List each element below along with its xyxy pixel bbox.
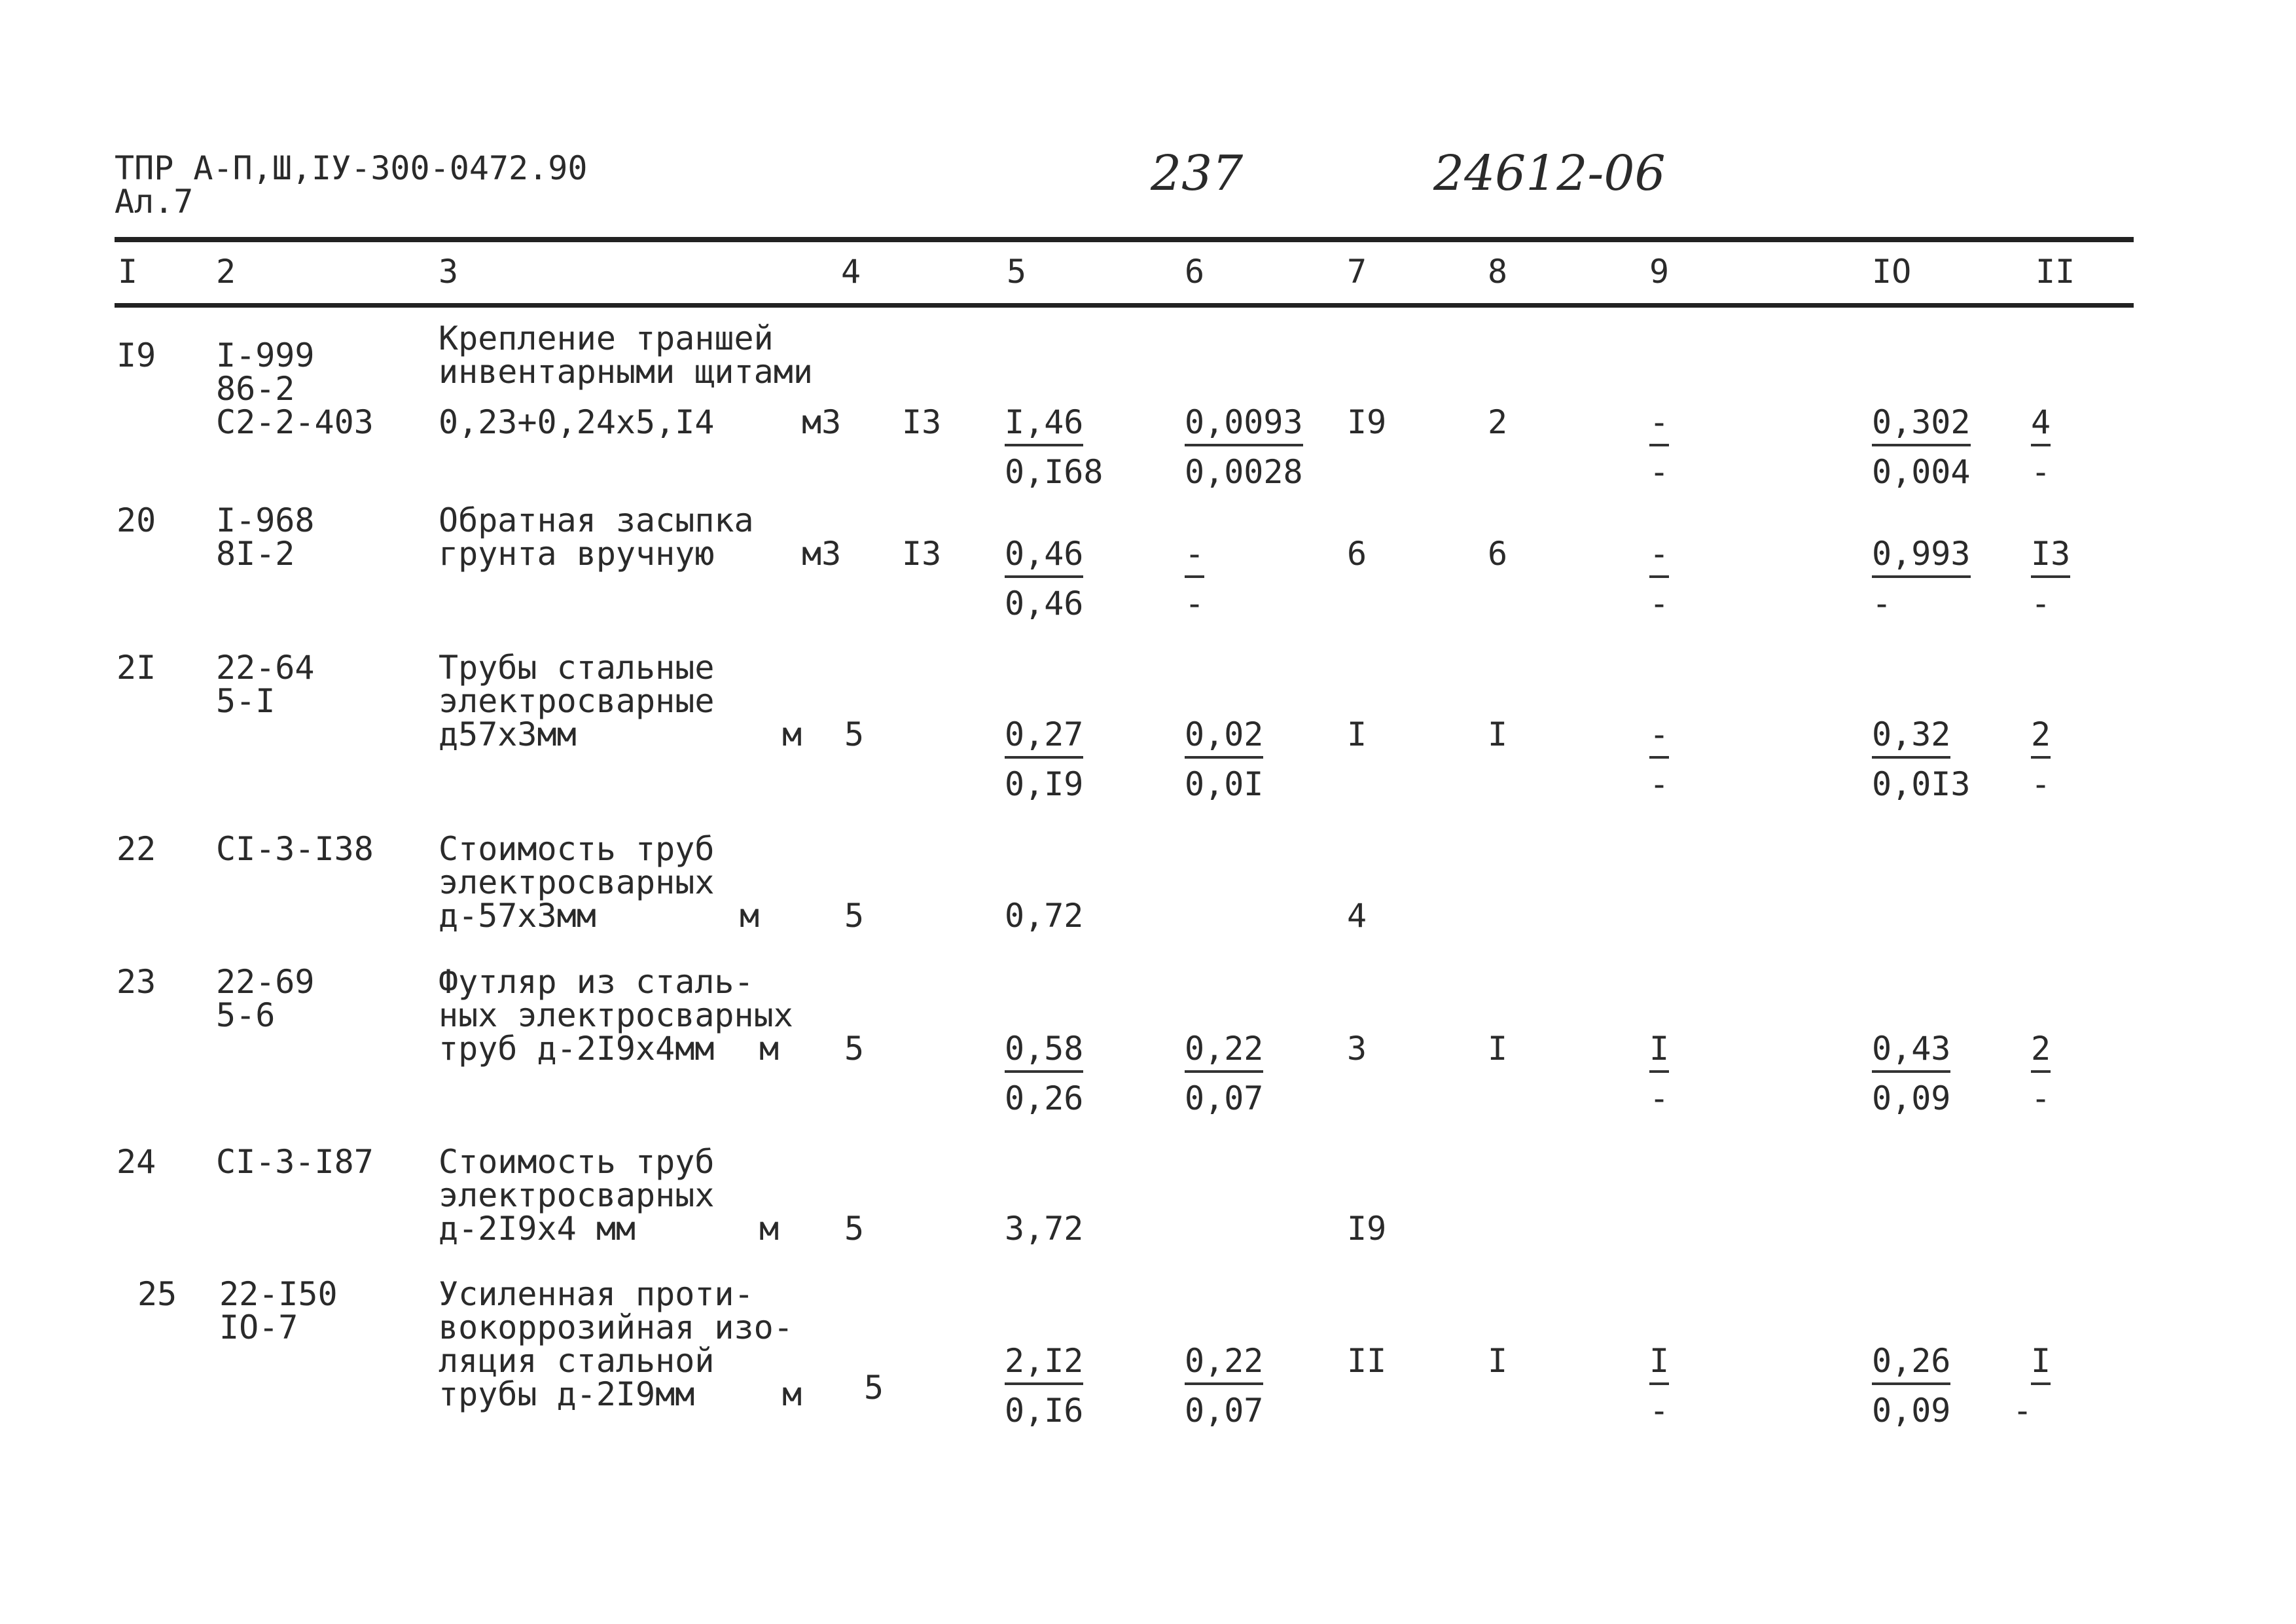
col6-top: 0,0093 xyxy=(1185,406,1303,446)
col9-top: I xyxy=(1649,1032,1669,1073)
col6-bottom: 0,0I xyxy=(1185,765,1264,803)
col11-top: 2 xyxy=(2031,718,2051,759)
col6-bottom: 0,0028 xyxy=(1185,453,1303,491)
document-code-line1: ТПР А-П,Ш,IУ-300-0472.90 xyxy=(115,149,588,187)
col9-bottom: - xyxy=(1649,1079,1670,1117)
col7: I9 xyxy=(1347,1210,1387,1248)
col6-bottom: 0,07 xyxy=(1185,1079,1264,1117)
col11-bottom: - xyxy=(2031,1079,2051,1117)
column-header-4: 4 xyxy=(841,253,861,291)
col9-bottom: - xyxy=(1649,1392,1670,1430)
col5-top: 0,46 xyxy=(1005,537,1083,578)
col8: 6 xyxy=(1488,535,1508,573)
col7: 4 xyxy=(1347,897,1367,935)
col9-top: - xyxy=(1649,406,1669,446)
col10-top: 0,26 xyxy=(1872,1344,1950,1385)
work-description: Футляр из сталь- ных электросварных труб д-2I9х4мм xyxy=(439,963,793,1068)
work-description: Стоимость труб электросварных д-2I9х4 мм xyxy=(439,1143,715,1248)
col11-bottom: - xyxy=(2031,453,2051,491)
unit: м xyxy=(782,1375,802,1413)
header-top-rule xyxy=(115,237,2134,242)
col9-top: - xyxy=(1649,718,1669,759)
col5-bottom: 0,46 xyxy=(1005,585,1084,623)
col5-top: 0,27 xyxy=(1005,718,1083,759)
col7: 6 xyxy=(1347,535,1367,573)
quantity: 5 xyxy=(844,897,865,935)
row-number: I9 xyxy=(117,336,156,374)
quantity: 5 xyxy=(844,715,865,753)
col11-bottom: - xyxy=(2031,585,2051,623)
column-header-11: II xyxy=(2036,253,2075,291)
col10-top: 0,302 xyxy=(1872,406,1971,446)
unit: м xyxy=(782,715,802,753)
col10-bottom: 0,004 xyxy=(1872,453,1971,491)
col11-bottom: - xyxy=(2031,765,2051,803)
work-description: Трубы стальные электросварные д57х3мм xyxy=(439,649,715,753)
col7: I xyxy=(1347,715,1367,753)
row-number: 2I xyxy=(117,649,156,687)
page-number: 237 xyxy=(1151,145,1244,202)
col9-top: - xyxy=(1649,537,1669,578)
col11-top: I xyxy=(2031,1344,2051,1385)
unit: м xyxy=(759,1030,780,1068)
col8: I xyxy=(1488,715,1508,753)
col8: 2 xyxy=(1488,403,1508,441)
col11-top: 2 xyxy=(2031,1032,2051,1073)
row-number: 23 xyxy=(117,963,156,1001)
price-code: 22-64 5-I xyxy=(216,649,315,720)
col6-bottom: - xyxy=(1185,585,1205,623)
col6-top: 0,22 xyxy=(1185,1032,1263,1073)
col10-bottom: 0,09 xyxy=(1872,1392,1951,1430)
col9-top: I xyxy=(1649,1344,1669,1385)
col10-top: 0,993 xyxy=(1872,537,1971,578)
col6-bottom: 0,07 xyxy=(1185,1392,1264,1430)
unit: м3 xyxy=(802,535,842,573)
col5-bottom: 0,26 xyxy=(1005,1079,1084,1117)
col5-bottom: 0,I9 xyxy=(1005,765,1084,803)
col9-bottom: - xyxy=(1649,765,1670,803)
col11-bottom: - xyxy=(2013,1392,2033,1430)
row-number: 20 xyxy=(117,501,156,539)
col7: 3 xyxy=(1347,1030,1367,1068)
col11-top: 4 xyxy=(2031,406,2051,446)
column-header-2: 2 xyxy=(216,253,236,291)
quantity: 5 xyxy=(844,1030,865,1068)
work-description: Усиленная проти- вокоррозийная изо- ляция стальной трубы д-2I9мм xyxy=(439,1275,793,1413)
quantity: 5 xyxy=(864,1369,884,1407)
column-header-5: 5 xyxy=(1007,253,1027,291)
column-header-7: 7 xyxy=(1347,253,1367,291)
col7: I9 xyxy=(1347,403,1387,441)
row-number: 24 xyxy=(117,1143,156,1181)
col10-bottom: 0,0I3 xyxy=(1872,765,1971,803)
col10-bottom: 0,09 xyxy=(1872,1079,1951,1117)
col5-bottom: 0,I6 xyxy=(1005,1392,1084,1430)
work-description: Крепление траншей инвентарными щитами xyxy=(439,319,813,391)
col6-top: - xyxy=(1185,537,1204,578)
col5-top: 2,I2 xyxy=(1005,1344,1083,1385)
column-header-1: I xyxy=(118,253,138,291)
col5-value: 0,72 xyxy=(1005,897,1084,935)
quantity: 5 xyxy=(844,1210,865,1248)
col6-top: 0,22 xyxy=(1185,1344,1263,1385)
quantity: I3 xyxy=(902,535,942,573)
document-code-line2: Ал.7 xyxy=(115,183,194,221)
unit: м xyxy=(740,897,760,935)
col11-top: I3 xyxy=(2031,537,2070,578)
col9-bottom: - xyxy=(1649,453,1670,491)
unit: м3 xyxy=(802,403,842,441)
price-code: СI-3-I87 xyxy=(216,1143,374,1181)
col9-bottom: - xyxy=(1649,585,1670,623)
col8: I xyxy=(1488,1342,1508,1380)
col10-top: 0,43 xyxy=(1872,1032,1950,1073)
col10-top: 0,32 xyxy=(1872,718,1950,759)
column-header-10: IO xyxy=(1872,253,1912,291)
work-description: Обратная засыпка грунта вручную xyxy=(439,501,754,573)
column-header-6: 6 xyxy=(1185,253,1205,291)
price-code: 22-69 5-6 xyxy=(216,963,315,1034)
col7: II xyxy=(1347,1342,1387,1380)
price-code: СI-3-I38 xyxy=(216,830,374,868)
price-code: 22-I50 IO-7 xyxy=(219,1275,338,1346)
col5-top: 0,58 xyxy=(1005,1032,1083,1073)
col5-top: I,46 xyxy=(1005,406,1083,446)
unit: м xyxy=(759,1210,780,1248)
col5-bottom: 0,I68 xyxy=(1005,453,1103,491)
handwritten-number: 24612-06 xyxy=(1433,145,1666,202)
column-header-9: 9 xyxy=(1649,253,1670,291)
row-number: 25 xyxy=(137,1275,177,1313)
document-code xyxy=(115,149,588,221)
col5-value: 3,72 xyxy=(1005,1210,1084,1248)
quantity-formula: 0,23+0,24x5,I4 xyxy=(439,403,715,441)
row-number: 22 xyxy=(117,830,156,868)
col8: I xyxy=(1488,1030,1508,1068)
price-code: I-999 86-2 С2-2-403 xyxy=(216,336,374,441)
header-bottom-rule xyxy=(115,303,2134,308)
column-header-3: 3 xyxy=(439,253,459,291)
col10-bottom: - xyxy=(1872,585,1892,623)
price-code: I-968 8I-2 xyxy=(216,501,315,573)
work-description: Стоимость труб электросварных д-57х3мм xyxy=(439,830,715,935)
quantity: I3 xyxy=(902,403,942,441)
column-header-8: 8 xyxy=(1488,253,1508,291)
col6-top: 0,02 xyxy=(1185,718,1263,759)
